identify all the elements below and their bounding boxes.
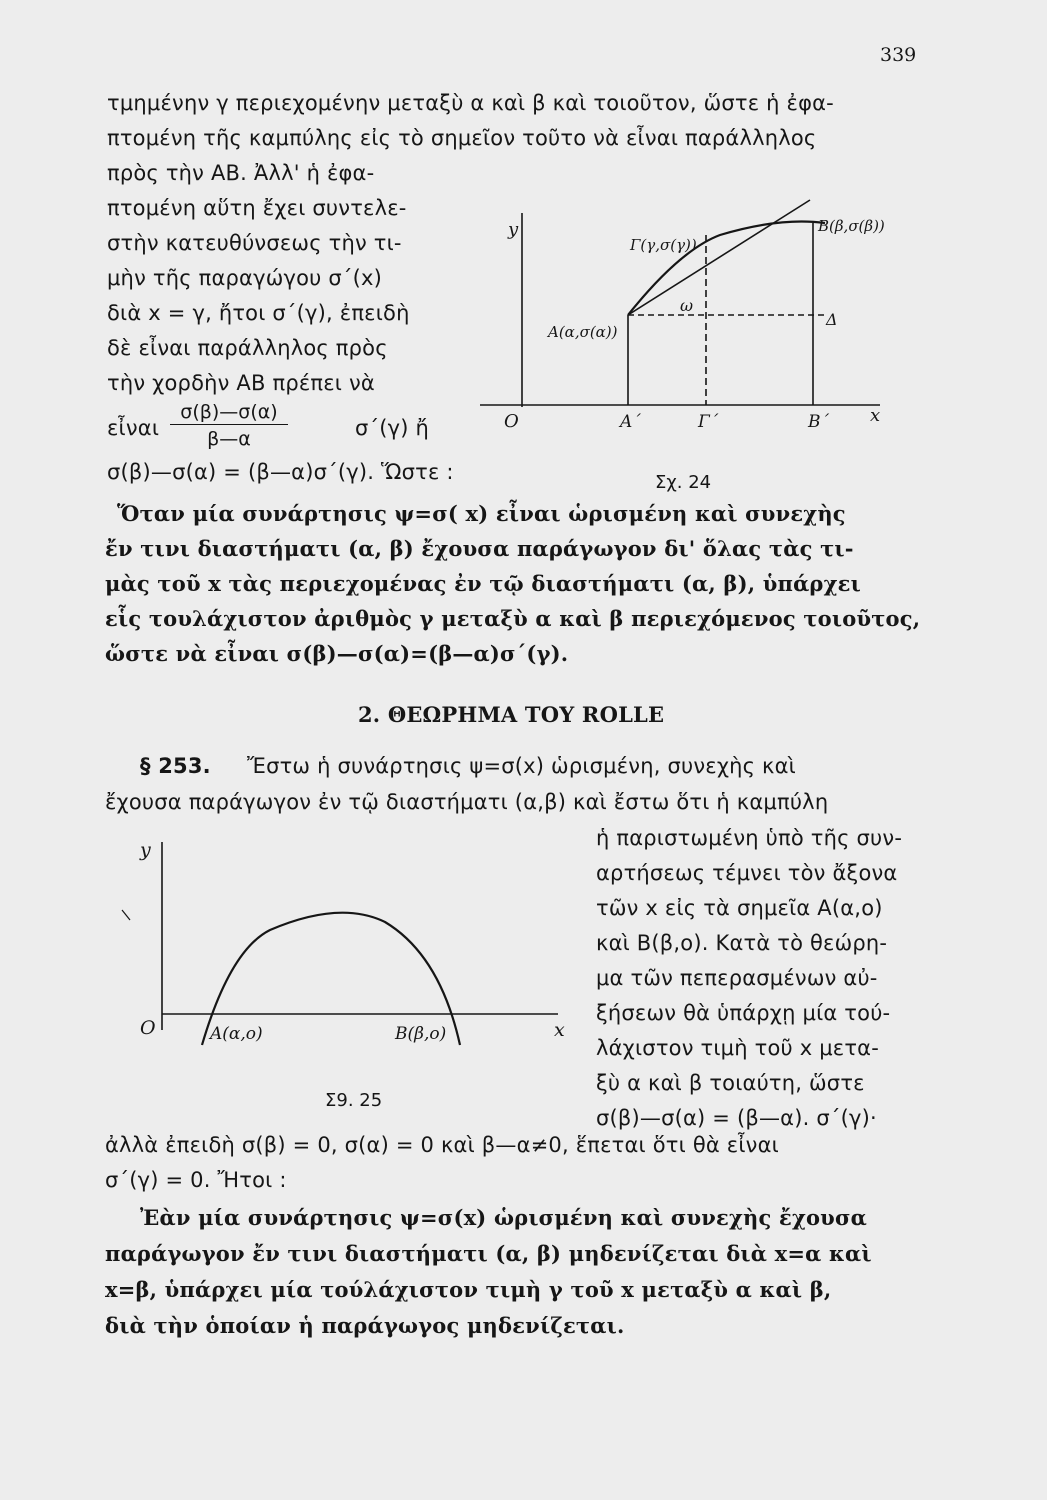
label-b-point: Β(β,ο) bbox=[395, 1024, 447, 1044]
label-y: y bbox=[508, 219, 519, 240]
theorem-line: παράγωγον ἔν τινι διαστήματι (α, β) μηδενίζεται διὰ x=α καὶ bbox=[105, 1241, 872, 1266]
section-number: § 253. bbox=[140, 754, 211, 778]
tick-mark bbox=[122, 910, 130, 920]
label-y: y bbox=[140, 839, 151, 861]
label-delta: Δ bbox=[826, 310, 838, 329]
theorem-line: ἔν τινι διαστήματι (α, β) ἔχουσα παράγωγον δι' ὅλας τὰς τι- bbox=[105, 536, 854, 561]
text-line: μὴν τῆς παραγώγου σ΄(x) bbox=[107, 266, 383, 290]
formula-line: σ(β)—σ(α) = (β—α)σ΄(γ). Ὥστε : bbox=[107, 460, 454, 484]
formula-numerator: σ(β)—σ(α) bbox=[170, 400, 288, 425]
page-number: 339 bbox=[880, 44, 917, 66]
text-line: τμημένην γ περιεχομένην μεταξὺ α καὶ β καὶ τοιοῦτον, ὥστε ἡ ἐφα- bbox=[107, 91, 834, 115]
text-line: τὴν χορδὴν ΑΒ πρέπει νὰ bbox=[107, 371, 375, 395]
label-b-point: Β(β,σ(β)) bbox=[818, 217, 885, 235]
label-a-point: Α(α,σ(α)) bbox=[548, 323, 618, 341]
text-line: ἡ παριστωμένη ὑπὸ τῆς συν- bbox=[596, 826, 903, 850]
figure-25-caption: Σ9. 25 bbox=[325, 1090, 383, 1111]
formula-denominator: β—α bbox=[207, 428, 251, 450]
text-line: ξήσεων θὰ ὑπάρχῃ μία τού- bbox=[596, 1001, 891, 1025]
text-line: μα τῶν πεπερασμένων αὐ- bbox=[596, 966, 878, 990]
label-x: x bbox=[554, 1019, 565, 1041]
text-line: δὲ εἶναι παράλληλος πρὸς bbox=[107, 336, 388, 360]
theorem-line: εἷς τουλάχιστον ἀριθμὸς γ μεταξὺ α καὶ β περιεχόμενος τοιοῦτος, bbox=[105, 606, 921, 631]
formula-prefix: εἶναι bbox=[107, 416, 160, 440]
text-line: πτομένη τῆς καμπύλης εἰς τὸ σημεῖον τοῦτο νὰ εἶναι παράλληλος bbox=[107, 126, 817, 150]
figure-24 bbox=[480, 195, 900, 440]
text-line: καὶ Β(β,ο). Κατὰ τὸ θεώρη- bbox=[596, 931, 888, 955]
theorem-line: x=β, ὑπάρχει μία τούλάχιστον τιμὴ γ τοῦ x μεταξὺ α καὶ β, bbox=[105, 1277, 832, 1302]
section-heading: 2. ΘΕΩΡΗΜΑ ΤΟΥ ROLLE bbox=[358, 702, 665, 727]
label-gamma-point: Γ(γ,σ(γ)) bbox=[630, 236, 697, 254]
text-line: ἀλλὰ ἐπειδὴ σ(β) = 0, σ(α) = 0 καὶ β—α≠0, ἕπεται ὅτι θὰ εἶναι bbox=[105, 1133, 779, 1157]
theorem-line: Ἐὰν μία συνάρτησις ψ=σ(x) ὡρισμένη καὶ συνεχὴς ἔχουσα bbox=[140, 1205, 867, 1230]
label-omega: ω bbox=[680, 296, 694, 315]
theorem-line: μὰς τοῦ x τὰς περιεχομένας ἐν τῷ διαστήματι (α, β), ὑπάρχει bbox=[105, 571, 861, 596]
theorem-line: Ὅταν μία συνάρτησις ψ=σ( x) εἶναι ὡρισμένη καὶ συνεχὴς bbox=[117, 501, 846, 526]
label-o: O bbox=[504, 411, 519, 432]
text-line: ξὺ α καὶ β τοιαύτη, ὥστε bbox=[596, 1071, 865, 1095]
theorem-line: διὰ τὴν ὁποίαν ἡ παράγωγος μηδενίζεται. bbox=[105, 1313, 625, 1338]
label-g-prime: Γ΄ bbox=[698, 412, 719, 432]
theorem-line: ὥστε νὰ εἶναι σ(β)—σ(α)=(β—α)σ΄(γ). bbox=[105, 641, 569, 666]
text-line: σ΄(γ) = 0. Ἤτοι : bbox=[105, 1168, 287, 1192]
text-line: αρτήσεως τέμνει τὸν ἄξονα bbox=[596, 861, 898, 885]
label-b-prime: Β΄ bbox=[808, 412, 829, 432]
label-x: x bbox=[870, 405, 881, 426]
chord-ab bbox=[628, 200, 810, 315]
text-line: πρὸς τὴν ΑΒ. Ἀλλ' ἡ ἐφα- bbox=[107, 161, 375, 185]
label-a-point: Α(α,ο) bbox=[210, 1024, 263, 1044]
formula-rhs: σ΄(γ) ἤ bbox=[355, 416, 430, 440]
figure-24-caption: Σχ. 24 bbox=[655, 472, 712, 493]
text-line: στὴν κατευθύνσεως τὴν τι- bbox=[107, 231, 402, 255]
figure-25 bbox=[110, 830, 580, 1050]
text-line: πτομένη αὕτη ἔχει συντελε- bbox=[107, 196, 407, 220]
text-line: λάχιστον τιμὴ τοῦ x μετα- bbox=[596, 1036, 880, 1060]
label-a-prime: Α΄ bbox=[620, 412, 641, 432]
text-line: διὰ x = γ, ἤτοι σ΄(γ), ἐπειδὴ bbox=[107, 301, 410, 325]
text-line: Ἔστω ἡ συνάρτησις ψ=σ(x) ὡρισμένη, συνεχὴς καὶ bbox=[247, 754, 796, 778]
label-o: O bbox=[140, 1017, 156, 1039]
text-line: τῶν x εἰς τὰ σημεῖα Α(α,ο) bbox=[596, 896, 883, 920]
text-line: σ(β)—σ(α) = (β—α). σ΄(γ)· bbox=[596, 1106, 877, 1130]
text-line: ἔχουσα παράγωγον ἐν τῷ διαστήματι (α,β) καὶ ἔστω ὅτι ἡ καμπύλη bbox=[105, 790, 829, 814]
